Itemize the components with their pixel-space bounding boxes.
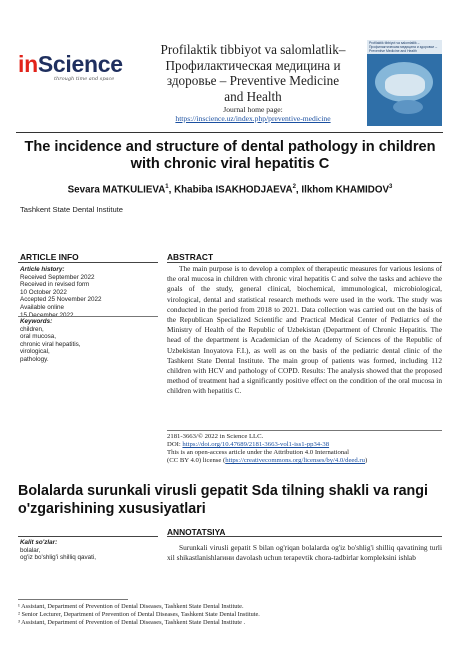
annotation-heading: ANNOTATSIYA bbox=[167, 527, 226, 537]
abstract-heading: ABSTRACT bbox=[167, 252, 214, 262]
footnotes bbox=[18, 603, 442, 628]
uzbek-title: Bolalarda surunkali virusli gepatit Sda tilning shakli va rangi o'zgarishining xususiyatlari bbox=[18, 483, 428, 517]
homepage-link[interactable]: https://inscience.uz/index.php/preventive-medicine bbox=[175, 114, 331, 123]
abstract-text: The main purpose is to develop a complex of therapeutic measures for various lesions of the oral mucosa in children with chronic viral hepatitis C and solve the tasks and achieve the goals of the study, general clinical, biochemical, immunological, microbiological, virological, dental and statistical research methods were used in the work. The study was conducted in the period from 2018 to 2021. Data collection was carried out on the basis of the Republican Specialized Scientific and Practical Medical Center of Pediatrics of the Ministry of Health of the Republic of Uzbekistan (Department of Chronic Hepatitis. The head of the department is Academician of the Academy of Sciences of the Republic of Uzbekistan Inoyatova F.I.), as well as on the basis of the pediatric dental clinic of the Tashkent State Dental Institute. The main group of patients was formed, including 112 children with HCV and pathology of COPD. Results: The analysis showed that the proposed method of treatment had a significantly positive effect on the condition of the oral mucosa in children with hepatitis C. bbox=[167, 264, 442, 396]
uz-keyword: og'iz bo'shlig'i shilliq qavati, bbox=[20, 554, 97, 562]
abstract-body bbox=[167, 264, 442, 397]
abstract-heading-rule bbox=[167, 262, 442, 263]
homepage-label: Journal home page: bbox=[223, 105, 283, 114]
journal-title-ru-2: здоровье – Preventive Medicine bbox=[166, 73, 340, 88]
author-name: Khabiba ISAKHODJAEVA bbox=[174, 184, 293, 196]
issn-line: 2181-3663/© 2022 in Science LLC. bbox=[167, 433, 264, 440]
history-line: Available online bbox=[20, 303, 64, 311]
uz-info-rule bbox=[18, 536, 158, 537]
keyword: virological, bbox=[20, 348, 50, 356]
footnote-rule bbox=[18, 599, 128, 600]
author-sup: 3 bbox=[389, 184, 393, 190]
uz-keywords-block bbox=[20, 539, 158, 562]
article-info-heading: ARTICLE INFO bbox=[20, 252, 79, 262]
keyword: chronic viral hepatitis, bbox=[20, 340, 81, 348]
footnote: ³ Assistant, Department of Prevention of Dental Diseases, Tashkent State Dental Institute . bbox=[18, 619, 246, 627]
keywords-label: Keywords: bbox=[20, 318, 53, 325]
doi-label: DOI: bbox=[167, 441, 183, 449]
journal-cover-image bbox=[367, 40, 442, 126]
article-history bbox=[20, 266, 158, 319]
license-link[interactable]: https://creativecommons.org/licenses/by/4.0/deed.ru bbox=[225, 457, 365, 465]
doi-link[interactable]: https://doi.org/10.47689/2181-3663-vol1-iss1-pp34-38 bbox=[182, 441, 330, 449]
logo-in: in bbox=[18, 51, 38, 77]
history-label: Article history: bbox=[20, 266, 65, 273]
keyword: oral mucosa, bbox=[20, 333, 57, 341]
history-line: Received September 2022 bbox=[20, 273, 95, 281]
keyword: children, bbox=[20, 325, 44, 333]
keyword: pathology. bbox=[20, 355, 49, 363]
keywords-rule bbox=[18, 316, 158, 317]
journal-title-ru-1: Профилактическая медицина и bbox=[165, 57, 341, 73]
keywords-block bbox=[20, 318, 158, 364]
author-sup: 1 bbox=[165, 184, 169, 190]
journal-title-block bbox=[148, 42, 358, 123]
history-line: 15 December 2022 bbox=[20, 311, 74, 319]
journal-title-en: and Health bbox=[224, 88, 282, 104]
article-meta bbox=[167, 433, 442, 465]
author-name: Ilkhom KHAMIDOV bbox=[301, 184, 390, 196]
license-prefix: (CC BY 4.0) license ( bbox=[167, 457, 226, 465]
author-sup: 2 bbox=[292, 184, 296, 190]
license-suffix: ) bbox=[365, 457, 368, 465]
uz-keywords-label: Kalit so'zlar: bbox=[20, 539, 58, 546]
annotation-heading-rule bbox=[167, 536, 442, 537]
header-divider bbox=[16, 132, 443, 133]
article-title: The incidence and structure of dental pathology in children with chronic viral hepatitis C bbox=[24, 139, 436, 172]
author-name: Sevara MATKULIEVA bbox=[67, 184, 166, 196]
uz-keyword: bolalar, bbox=[20, 546, 41, 554]
footnote: ² Senior Lecturer, Department of Prevention of Dental Diseases, Tashkent State Dental Institute. bbox=[18, 611, 260, 619]
info-heading-rule bbox=[18, 262, 158, 263]
publisher-logo bbox=[18, 52, 138, 82]
history-line: 10 October 2022 bbox=[20, 288, 67, 296]
annotation-text: Surunkali virusli gepatit S bilan og'riqan bolalarda og'iz bo'shlig'i shilliq qavatining turli xil shikastlanishlarини davolash uchun terapevtik chora-tadbirlar kompleksini ishlab bbox=[167, 543, 442, 563]
license-line-1: This is an open-access article under the Attribution 4.0 International bbox=[167, 449, 349, 457]
logo-science: Science bbox=[37, 51, 123, 77]
affiliation: Tashkent State Dental Institute bbox=[20, 205, 123, 214]
meta-rule bbox=[167, 430, 442, 431]
history-line: Received in revised form bbox=[20, 281, 90, 289]
author-list: Sevara MATKULIEVA$^1$, Khabiba ISAKHODJAEVA$^2$, Ilkhom KHAMIDOV$^3$ bbox=[67, 184, 393, 196]
cover-title: Profilaktik tibbiyot va salomlatlik – Профилактическая медицина и здоровье – Preventive Medicine and Health bbox=[369, 41, 438, 53]
history-line: Accepted 25 November 2022 bbox=[20, 296, 102, 304]
logo-tagline: through time and space bbox=[54, 76, 115, 82]
annotation-body bbox=[167, 543, 442, 563]
footnote: ¹ Assistant, Department of Prevention of Dental Diseases, Tashkent State Dental Institute. bbox=[18, 603, 244, 610]
journal-title-uz: Profilaktik tibbiyot va salomlatlik– bbox=[160, 42, 346, 57]
